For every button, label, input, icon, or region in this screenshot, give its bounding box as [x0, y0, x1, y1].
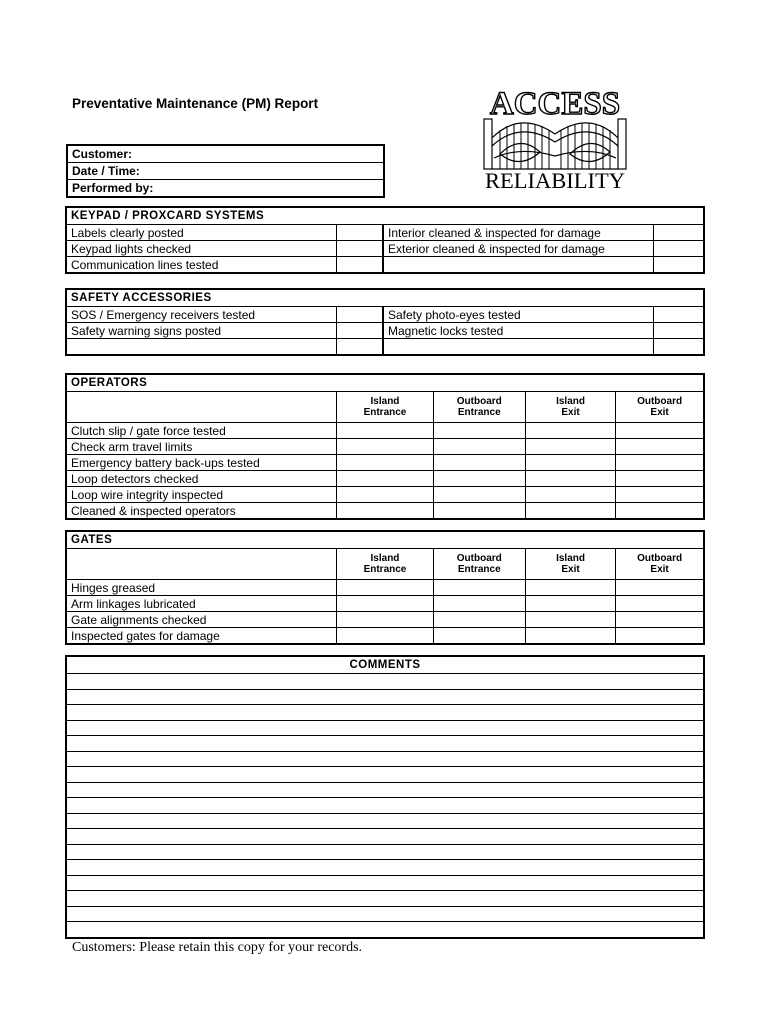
check-box[interactable]	[616, 628, 704, 645]
customer-field[interactable]: Customer:	[68, 146, 383, 163]
checklist-item: Inspected gates for damage	[66, 628, 337, 645]
check-box[interactable]	[616, 487, 704, 503]
column-header: Island Exit	[525, 549, 615, 580]
check-box[interactable]	[433, 471, 525, 487]
check-box[interactable]	[616, 455, 704, 471]
check-box[interactable]	[337, 628, 433, 645]
checklist-item	[66, 339, 337, 356]
check-box[interactable]	[654, 339, 704, 356]
column-header: Outboard Exit	[616, 549, 704, 580]
check-box[interactable]	[433, 503, 525, 520]
comment-line[interactable]	[66, 674, 704, 690]
check-box[interactable]	[433, 596, 525, 612]
gates-section	[65, 530, 705, 645]
comment-line[interactable]	[66, 767, 704, 783]
column-header: Outboard Entrance	[433, 549, 525, 580]
checklist-item	[383, 257, 654, 274]
checklist-item: Arm linkages lubricated	[66, 596, 337, 612]
comments-title: COMMENTS	[66, 656, 704, 674]
checklist-item: Clutch slip / gate force tested	[66, 423, 337, 439]
column-header: Island Entrance	[337, 549, 433, 580]
check-box[interactable]	[525, 612, 615, 628]
comment-line[interactable]	[66, 813, 704, 829]
check-box[interactable]	[337, 503, 433, 520]
comment-line[interactable]	[66, 906, 704, 922]
gates-section-title: GATES	[66, 531, 704, 549]
checklist-item: Exterior cleaned & inspected for damage	[383, 241, 654, 257]
column-header: Outboard Exit	[616, 392, 704, 423]
check-box[interactable]	[654, 241, 704, 257]
check-box[interactable]	[337, 612, 433, 628]
check-box[interactable]	[654, 323, 704, 339]
comment-line[interactable]	[66, 782, 704, 798]
check-box[interactable]	[433, 580, 525, 596]
checklist-item: Emergency battery back-ups tested	[66, 455, 337, 471]
comment-line[interactable]	[66, 705, 704, 721]
column-header: Island Exit	[525, 392, 615, 423]
check-box[interactable]	[525, 580, 615, 596]
customer-info-box	[66, 144, 385, 198]
check-box[interactable]	[654, 257, 704, 274]
operators-section	[65, 373, 705, 520]
check-box[interactable]	[654, 225, 704, 241]
performed-by-field[interactable]: Performed by:	[72, 181, 154, 195]
check-box[interactable]	[616, 471, 704, 487]
check-box[interactable]	[616, 503, 704, 520]
check-box[interactable]	[337, 471, 433, 487]
check-box[interactable]	[616, 612, 704, 628]
logo-bottom-text: RELIABILITY	[485, 168, 626, 192]
check-box[interactable]	[525, 487, 615, 503]
check-box[interactable]	[337, 241, 383, 257]
check-box[interactable]	[337, 439, 433, 455]
comment-line[interactable]	[66, 875, 704, 891]
checklist-item: Hinges greased	[66, 580, 337, 596]
datetime-field[interactable]: Date / Time:	[68, 163, 383, 180]
check-box[interactable]	[654, 307, 704, 323]
check-box[interactable]	[616, 439, 704, 455]
check-box[interactable]	[525, 423, 615, 439]
checklist-item: Gate alignments checked	[66, 612, 337, 628]
check-box[interactable]	[525, 596, 615, 612]
comment-line[interactable]	[66, 751, 704, 767]
checklist-item: Magnetic locks tested	[383, 323, 654, 339]
keypad-section-title: KEYPAD / PROXCARD SYSTEMS	[66, 207, 704, 225]
check-box[interactable]	[525, 628, 615, 645]
checklist-item: Communication lines tested	[66, 257, 337, 274]
check-box[interactable]	[337, 339, 383, 356]
check-box[interactable]	[616, 596, 704, 612]
comment-line[interactable]	[66, 860, 704, 876]
comment-line[interactable]	[66, 844, 704, 860]
check-box[interactable]	[433, 423, 525, 439]
checklist-item: Labels clearly posted	[66, 225, 337, 241]
comment-line[interactable]	[66, 798, 704, 814]
check-box[interactable]	[433, 612, 525, 628]
column-header: Outboard Entrance	[433, 392, 525, 423]
check-box[interactable]	[525, 455, 615, 471]
checklist-item: Interior cleaned & inspected for damage	[383, 225, 654, 241]
check-box[interactable]	[337, 323, 383, 339]
check-box[interactable]	[433, 487, 525, 503]
comment-line[interactable]	[66, 720, 704, 736]
checklist-item: Check arm travel limits	[66, 439, 337, 455]
check-box[interactable]	[337, 257, 383, 274]
checklist-item: Loop wire integrity inspected	[66, 487, 337, 503]
check-box[interactable]	[525, 439, 615, 455]
comment-line[interactable]	[66, 922, 704, 938]
check-box[interactable]	[433, 628, 525, 645]
check-box[interactable]	[525, 471, 615, 487]
checklist-item: Keypad lights checked	[66, 241, 337, 257]
safety-section-title: SAFETY ACCESSORIES	[66, 289, 704, 307]
check-box[interactable]	[525, 503, 615, 520]
check-box[interactable]	[337, 455, 433, 471]
logo-top-text: ACCESS	[489, 86, 621, 122]
check-box[interactable]	[433, 439, 525, 455]
check-box[interactable]	[337, 307, 383, 323]
page-title: Preventative Maintenance (PM) Report	[72, 96, 319, 111]
check-box[interactable]	[337, 580, 433, 596]
checklist-item	[383, 339, 654, 356]
comment-line[interactable]	[66, 689, 704, 705]
safety-section	[65, 288, 705, 356]
check-box[interactable]	[337, 487, 433, 503]
check-box[interactable]	[337, 596, 433, 612]
keypad-section	[65, 206, 705, 274]
check-box[interactable]	[433, 455, 525, 471]
check-box[interactable]	[616, 423, 704, 439]
column-header: Island Entrance	[337, 392, 433, 423]
comment-line[interactable]	[66, 736, 704, 752]
comment-line[interactable]	[66, 891, 704, 907]
footer-note: Customers: Please retain this copy for your records.	[72, 940, 363, 955]
checklist-item: SOS / Emergency receivers tested	[66, 307, 337, 323]
operators-section-title: OPERATORS	[66, 374, 704, 392]
checklist-item: Safety photo-eyes tested	[383, 307, 654, 323]
check-box[interactable]	[337, 225, 383, 241]
check-box[interactable]	[337, 423, 433, 439]
checklist-item: Safety warning signs posted	[66, 323, 337, 339]
access-reliability-logo	[480, 86, 630, 192]
comments-section	[65, 655, 705, 939]
comment-line[interactable]	[66, 829, 704, 845]
check-box[interactable]	[616, 580, 704, 596]
checklist-item: Cleaned & inspected operators	[66, 503, 337, 520]
checklist-item: Loop detectors checked	[66, 471, 337, 487]
